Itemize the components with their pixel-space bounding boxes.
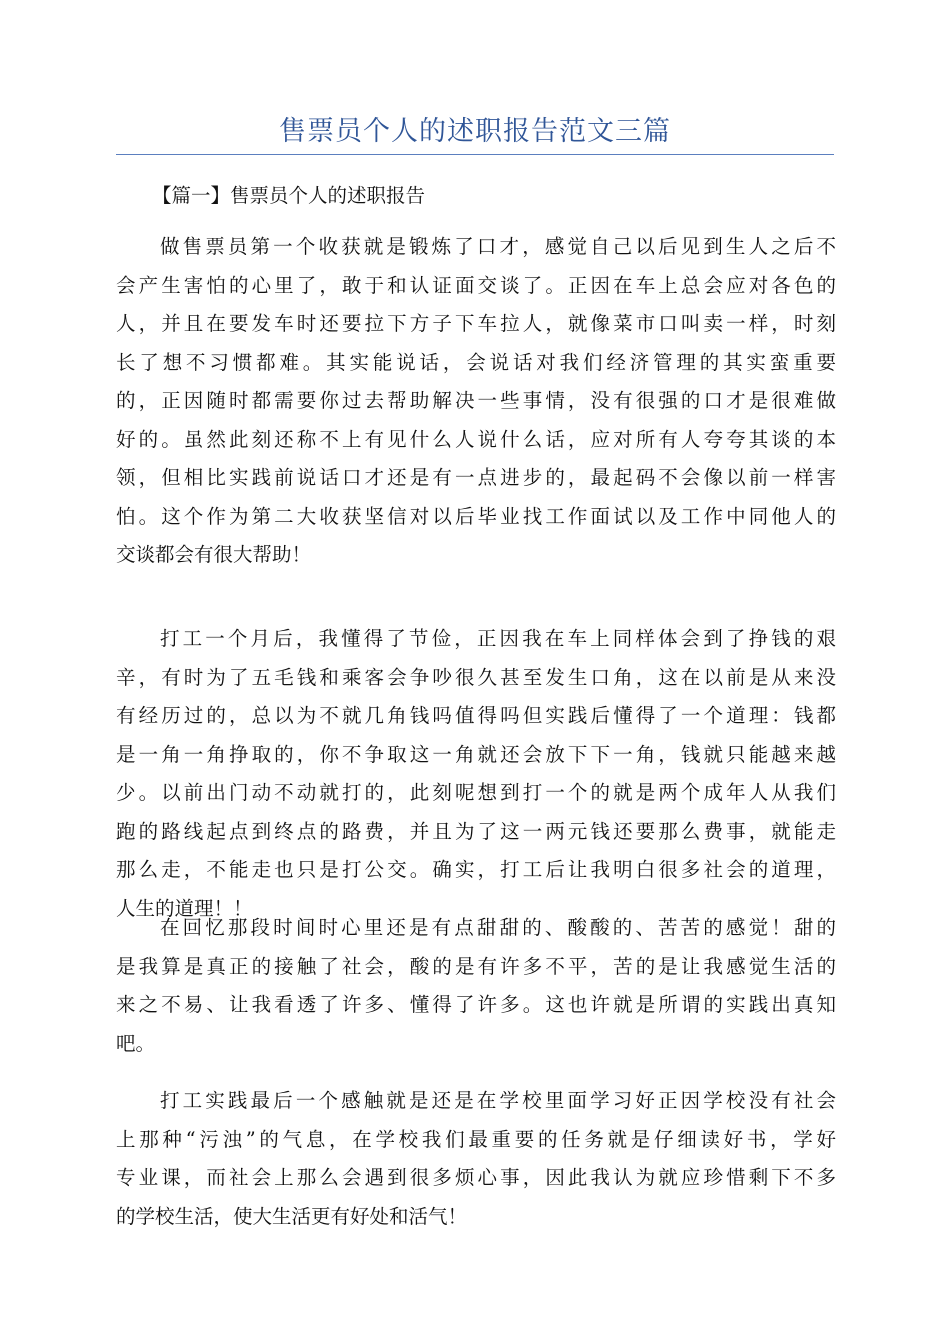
paragraph-line: 吧。 xyxy=(116,1031,156,1055)
paragraph-4 xyxy=(116,1082,836,1236)
paragraph-line: 打工实践最后一个感触就是还是在学校里面学习好正因学校没有社会 xyxy=(160,1089,836,1112)
paragraph-line: 上那种“污浊”的气息，在学校我们最重要的任务就是仔细读好书，学好 xyxy=(116,1127,836,1151)
paragraph-line: 是我算是真正的接触了社会，酸的是有许多不平，苦的是让我感觉生活的 xyxy=(116,954,836,978)
paragraph-line: 专业课，而社会上那么会遇到很多烦心事，因此我认为就应珍惜剩下不多 xyxy=(116,1166,836,1189)
paragraph-line: 是一角一角挣取的，你不争取这一角就还会放下下一角，钱就只能越来越 xyxy=(116,742,836,766)
paragraph-line: 做售票员第一个收获就是锻炼了口才，感觉自己以后见到生人之后不 xyxy=(160,235,836,258)
paragraph-line: 人生的道理！！ xyxy=(116,896,253,920)
paragraph-line: 有经历过的，总以为不就几角钱吗值得吗但实践后懂得了一个道理：钱都 xyxy=(116,704,836,727)
paragraph-line: 辛，有时为了五毛钱和乘客会争吵很久甚至发生口角，这在以前是从来没 xyxy=(116,665,836,689)
paragraph-line: 的学校生活，使大生活更有好处和活气！ xyxy=(116,1204,468,1228)
paragraph-line: 长了想不习惯都难。其实能说话，会说话对我们经济管理的其实蛮重要 xyxy=(116,350,836,374)
paragraph-line: 来之不易、让我看透了许多、懂得了许多。这也许就是所谓的实践出真知 xyxy=(116,993,836,1016)
paragraph-2 xyxy=(116,620,836,928)
paragraph-line: 少。以前出门动不动就打的，此刻呢想到打一个的就是两个成年人从我们 xyxy=(116,781,836,804)
document-title: 售票员个人的述职报告范文三篇 xyxy=(279,116,671,147)
paragraph-line: 怕。这个作为第二大收获坚信对以后毕业找工作面试以及工作中同他人的 xyxy=(116,504,836,528)
paragraph-line: 的，正因随时都需要你过去帮助解决一些事情，没有很强的口才是很难做 xyxy=(116,389,836,412)
title-underline xyxy=(116,154,834,155)
paragraph-3 xyxy=(116,909,836,1063)
paragraph-line: 那么走，不能走也只是打公交。确实，打工后让我明白很多社会的道理， xyxy=(116,858,836,881)
paragraph-line: 会产生害怕的心里了，敢于和认证面交谈了。正因在车上总会应对各色的 xyxy=(116,273,836,297)
paragraph-line: 跑的路线起点到终点的路费，并且为了这一两元钱还要那么费事，就能走 xyxy=(116,819,836,843)
paragraph-line: 交谈都会有很大帮助！ xyxy=(116,543,312,566)
paragraph-line: 人，并且在要发车时还要拉下方子下车拉人，就像菜市口叫卖一样，时刻 xyxy=(116,312,836,335)
paragraph-1 xyxy=(116,228,836,575)
paragraph-line: 好的。虽然此刻还称不上有见什么人说什么话，应对所有人夸夸其谈的本 xyxy=(116,427,836,451)
paragraph-line: 领，但相比实践前说话口才还是有一点进步的，最起码不会像以前一样害 xyxy=(116,466,836,489)
paragraph-line: 打工一个月后，我懂得了节俭，正因我在车上同样体会到了挣钱的艰 xyxy=(160,627,836,650)
paragraph-line: 在回忆那段时间时心里还是有点甜甜的、酸酸的、苦苦的感觉！甜的 xyxy=(160,916,836,939)
section-heading: 【篇一】售票员个人的述职报告 xyxy=(152,184,426,207)
